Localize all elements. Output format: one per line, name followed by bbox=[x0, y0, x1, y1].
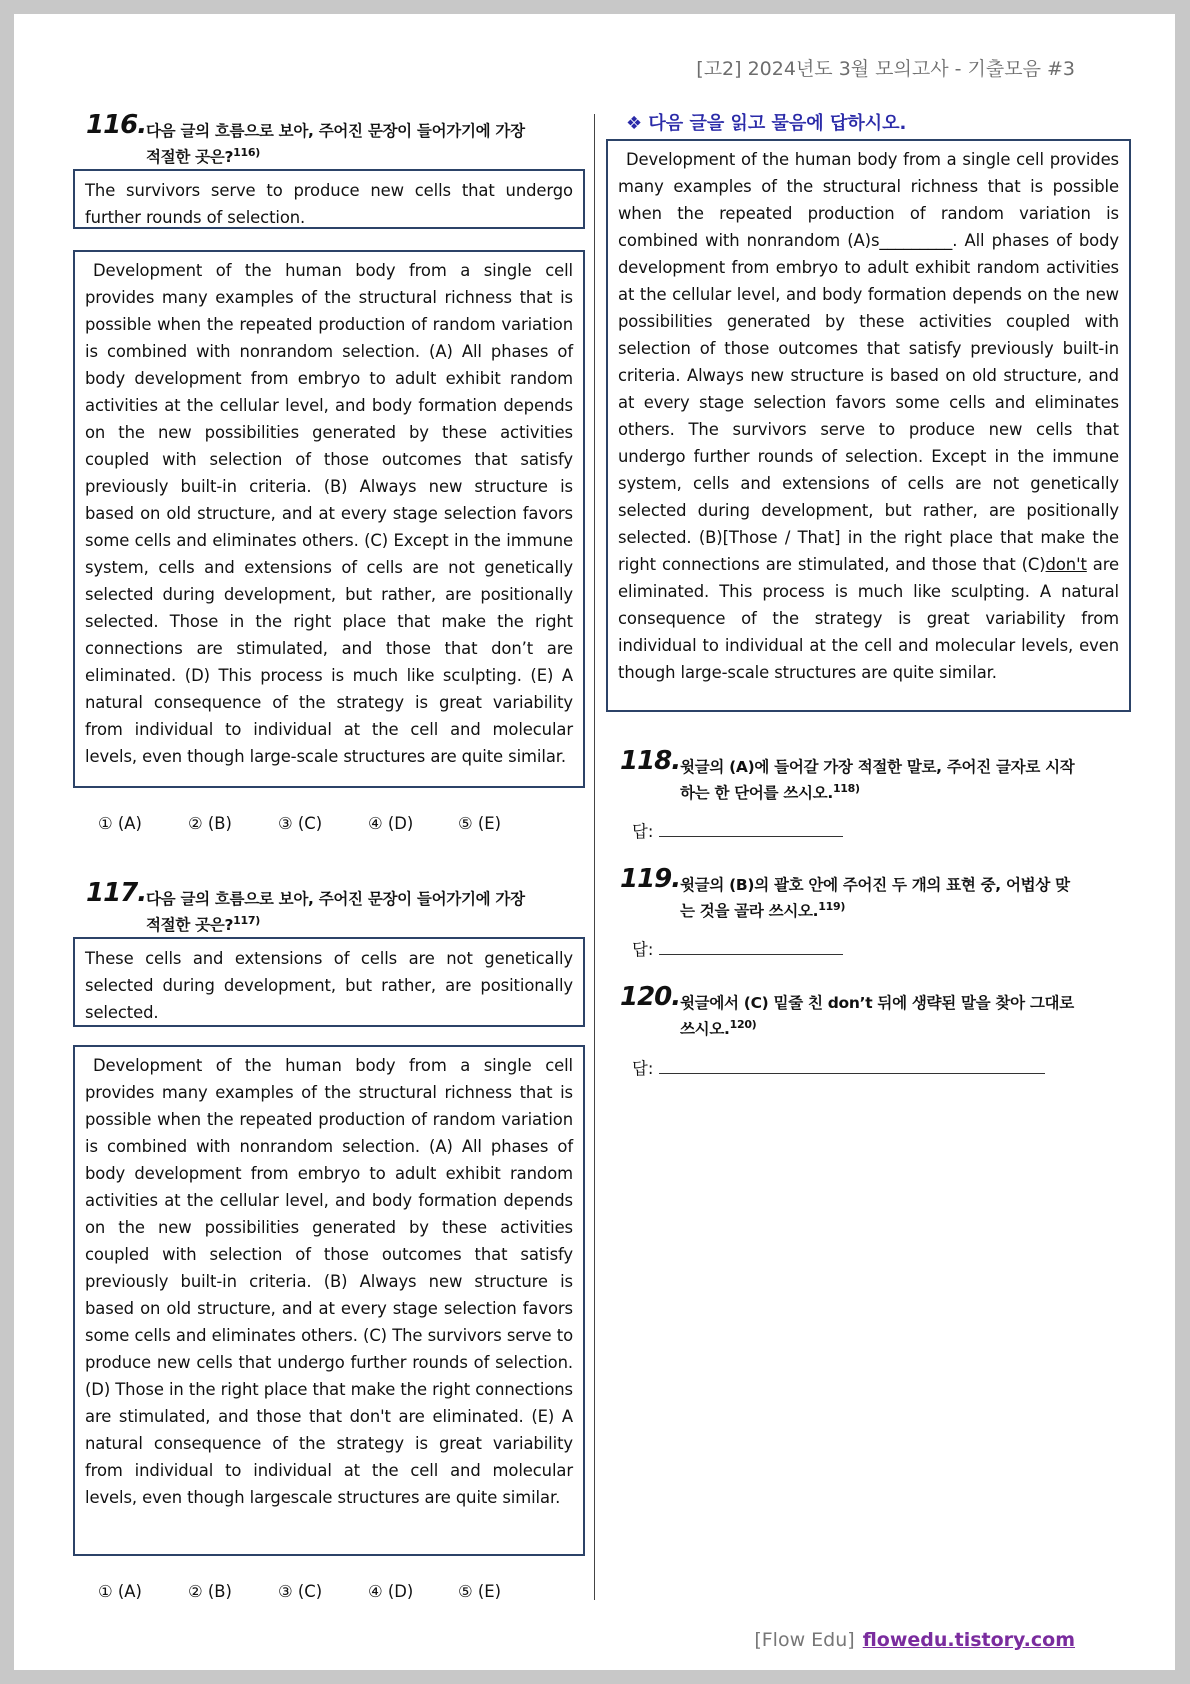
footer-brand: [Flow Edu] bbox=[754, 1629, 855, 1651]
answer-choices bbox=[98, 814, 548, 833]
page-header-title: [고2] 2024년도 3월 모의고사 - 기출모음 #3 bbox=[696, 58, 1075, 80]
question-prompt: 다음 글의 흐름으로 보아, 주어진 문장이 들어가기에 가장 적절한 곳은?$^{116)}$ bbox=[146, 122, 525, 166]
page-footer bbox=[754, 1629, 1075, 1651]
section-instruction: ❖ 다음 글을 읽고 물음에 답하시오. bbox=[626, 113, 907, 134]
question-number: 116. bbox=[86, 110, 147, 140]
footnote-marker: 119) bbox=[818, 899, 846, 913]
footnote-marker: 120) bbox=[729, 1017, 757, 1031]
answer-label: 답: bbox=[632, 1059, 654, 1078]
shared-passage-text: Development of the human body from a single cell provides many examples of the structural richness that is possible when the repeated production of random variation is combined with nonrandom (A)s_________. All phases of body development from embryo to adult exhibit random activities at the cellular level, and body formation depends on the new possibilities generated by these activities coupled with selection of those outcomes that satisfy previously built-in criteria. Always new structure is based on old structure, and at every stage selection favors some cells and eliminates others. The survivors serve to produce new cells that undergo further rounds of selection. Except in the immune system, cells and extensions of cells are not genetically selected during development, but rather, are positionally selected. (B)[Those / That] in the right place that make the right connections are stimulated, and those that (C)don't are eliminated. This process is much like sculpting. A natural consequence of the strategy is great variability from individual to individual at the cell and molecular levels, even though large-scale structures are quite similar. bbox=[618, 150, 1119, 682]
question-prompt: 윗글의 (B)의 괄호 안에 주어진 두 개의 표현 중, 어법상 맞 는 것을 골라 쓰시오.$^{119)}$ bbox=[680, 876, 1070, 920]
choice-4[interactable]: ④ (D) bbox=[368, 814, 414, 833]
question-120-header bbox=[620, 982, 1140, 1046]
given-sentence: The survivors serve to produce new cells that undergo further rounds of selection. bbox=[85, 181, 573, 227]
choice-4[interactable]: ④ (D) bbox=[368, 1582, 414, 1601]
column-divider bbox=[594, 114, 595, 1600]
footnote-marker: 117) bbox=[233, 913, 260, 927]
question-prompt: 윗글의 (A)에 들어갈 가장 적절한 말로, 주어진 글자로 시작 하는 한 단어를 쓰시오.$^{118)}$ bbox=[680, 758, 1075, 802]
question-number: 119. bbox=[620, 864, 681, 894]
answer-119 bbox=[632, 936, 843, 960]
choice-3[interactable]: ③ (C) bbox=[278, 1582, 323, 1601]
exam-page bbox=[14, 14, 1175, 1670]
question-number: 117. bbox=[86, 878, 147, 908]
answer-blank[interactable] bbox=[659, 1059, 1045, 1074]
passage-box bbox=[73, 250, 585, 788]
given-sentence-box bbox=[73, 937, 585, 1027]
question-119-header bbox=[620, 864, 1140, 928]
footnote-marker: 118) bbox=[832, 781, 860, 795]
answer-choices bbox=[98, 1582, 548, 1601]
answer-blank[interactable] bbox=[659, 940, 843, 955]
answer-118 bbox=[632, 818, 843, 842]
choice-2[interactable]: ② (B) bbox=[188, 814, 232, 833]
choice-1[interactable]: ① (A) bbox=[98, 1582, 142, 1601]
given-sentence: These cells and extensions of cells are not genetically selected during development, but rather, are positionally selected. bbox=[85, 949, 573, 1022]
answer-blank[interactable] bbox=[659, 822, 843, 837]
question-number: 120. bbox=[620, 982, 681, 1012]
question-117-header bbox=[86, 878, 596, 942]
given-sentence-box bbox=[73, 169, 585, 229]
question-prompt: 다음 글의 흐름으로 보아, 주어진 문장이 들어가기에 가장 적절한 곳은?$^{117)}$ bbox=[146, 890, 525, 934]
answer-label: 답: bbox=[632, 822, 654, 841]
question-118-header bbox=[620, 746, 1140, 810]
underlined-dont: don't bbox=[1045, 555, 1087, 574]
choice-3[interactable]: ③ (C) bbox=[278, 814, 323, 833]
shared-passage-box bbox=[606, 139, 1131, 712]
passage-text: Development of the human body from a single cell provides many examples of the structural richness that is possible when the repeated production of random variation is combined with nonrandom selection. (A) All phases of body development from embryo to adult exhibit random activities at the cellular level, and body formation depends on the new possibilities generated by these activities coupled with selection of those outcomes that satisfy previously built-in criteria. (B) Always new structure is based on old structure, and at every stage selection favors some cells and eliminates others. (C) The survivors serve to produce new cells that undergo further rounds of selection. (D) Those in the right place that make the right connections are stimulated, and those that don't are eliminated. (E) A natural consequence of the strategy is great variability from individual to individual at the cell and molecular levels, even though largescale structures are quite similar. bbox=[85, 1056, 573, 1507]
passage-box bbox=[73, 1045, 585, 1556]
choice-1[interactable]: ① (A) bbox=[98, 814, 142, 833]
passage-text: Development of the human body from a single cell provides many examples of the structural richness that is possible when the repeated production of random variation is combined with nonrandom selection. (A) All phases of body development from embryo to adult exhibit random activities at the cellular level, and body formation depends on the new possibilities generated by these activities coupled with selection of those outcomes that satisfy previously built-in criteria. (B) Always new structure is based on old structure, and at every stage selection favors some cells and eliminates others. (C) Except in the immune system, cells and extensions of cells are not genetically selected during development, but rather, are positionally selected. Those in the right place that make the right connections are stimulated, and those that don’t are eliminated. (D) This process is much like sculpting. (E) A natural consequence of the strategy is great variability from individual to individual at the cell and molecular levels, even though large-scale structures are quite similar. bbox=[85, 261, 573, 766]
footer-link[interactable]: flowedu.tistory.com bbox=[862, 1629, 1075, 1651]
question-number: 118. bbox=[620, 746, 681, 776]
answer-120 bbox=[632, 1055, 1045, 1079]
choice-5[interactable]: ⑤ (E) bbox=[458, 814, 502, 833]
question-116-header bbox=[86, 110, 596, 174]
answer-label: 답: bbox=[632, 940, 654, 959]
footnote-marker: 116) bbox=[233, 145, 260, 159]
question-prompt: 윗글에서 (C) 밑줄 친 don’t 뒤에 생략된 말을 찾아 그대로 쓰시오.$^{120)}$ bbox=[680, 994, 1074, 1038]
choice-5[interactable]: ⑤ (E) bbox=[458, 1582, 502, 1601]
choice-2[interactable]: ② (B) bbox=[188, 1582, 232, 1601]
